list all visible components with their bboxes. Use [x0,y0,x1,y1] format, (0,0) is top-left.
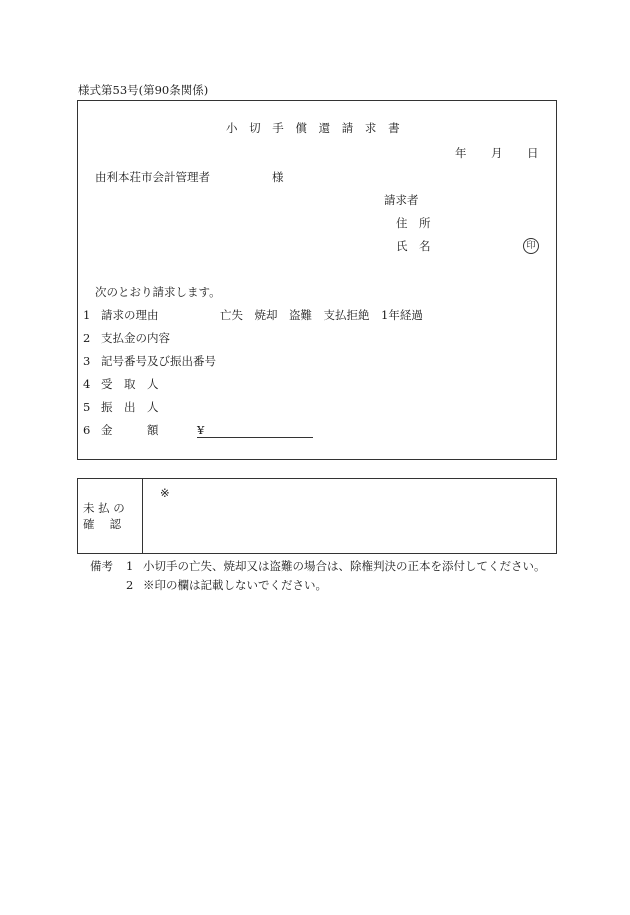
requester-label: 請求者 [384,193,419,207]
item-5-number: 5 [83,400,91,414]
addressee-honorific: 様 [272,170,284,184]
note-1-number: 1 [126,559,134,573]
confirmation-divider [142,478,143,554]
name-label: 氏 名 [396,239,431,253]
item-1-number: 1 [83,308,91,322]
item-3-label: 記号番号及び振出番号 [101,354,216,368]
note-2-number: 2 [126,578,134,592]
note-1-text: 小切手の亡失、焼却又は盗難の場合は、除権判決の正本を添付してください。 [143,559,546,573]
item-4-label: 受 取 人 [101,377,159,391]
confirm-label-line1: 未 払 の [83,501,125,515]
intro-text: 次のとおり請求します。 [95,285,221,299]
amount-underline [197,437,313,438]
item-6-label: 金 額 [101,423,159,437]
note-2-text: ※印の欄は記載しないでください。 [143,578,327,592]
amount-currency: ¥ [197,423,205,437]
date-day-label: 日 [527,146,539,160]
confirm-label-line2: 確 認 [83,517,122,531]
item-2-number: 2 [83,331,91,345]
confirm-mark: ※ [160,486,170,500]
addressee-name: 由利本荘市会計管理者 [95,170,210,184]
item-3-number: 3 [83,354,91,368]
item-4-number: 4 [83,377,91,391]
item-5-label: 振 出 人 [101,400,159,414]
confirmation-box [77,478,557,554]
seal-icon: 印 [523,238,539,254]
item-1-value: 亡失 焼却 盗難 支払拒絶 1年経過 [220,308,423,322]
address-label: 住 所 [396,216,431,230]
form-number: 様式第53号(第90条関係) [78,83,209,97]
notes-label: 備考 [90,559,113,573]
date-month-label: 月 [491,146,503,160]
date-year-label: 年 [455,146,467,160]
item-6-number: 6 [83,423,91,437]
form-title: 小 切 手 償 還 請 求 書 [226,121,404,135]
item-2-label: 支払金の内容 [101,331,170,345]
item-1-label: 請求の理由 [101,308,159,322]
